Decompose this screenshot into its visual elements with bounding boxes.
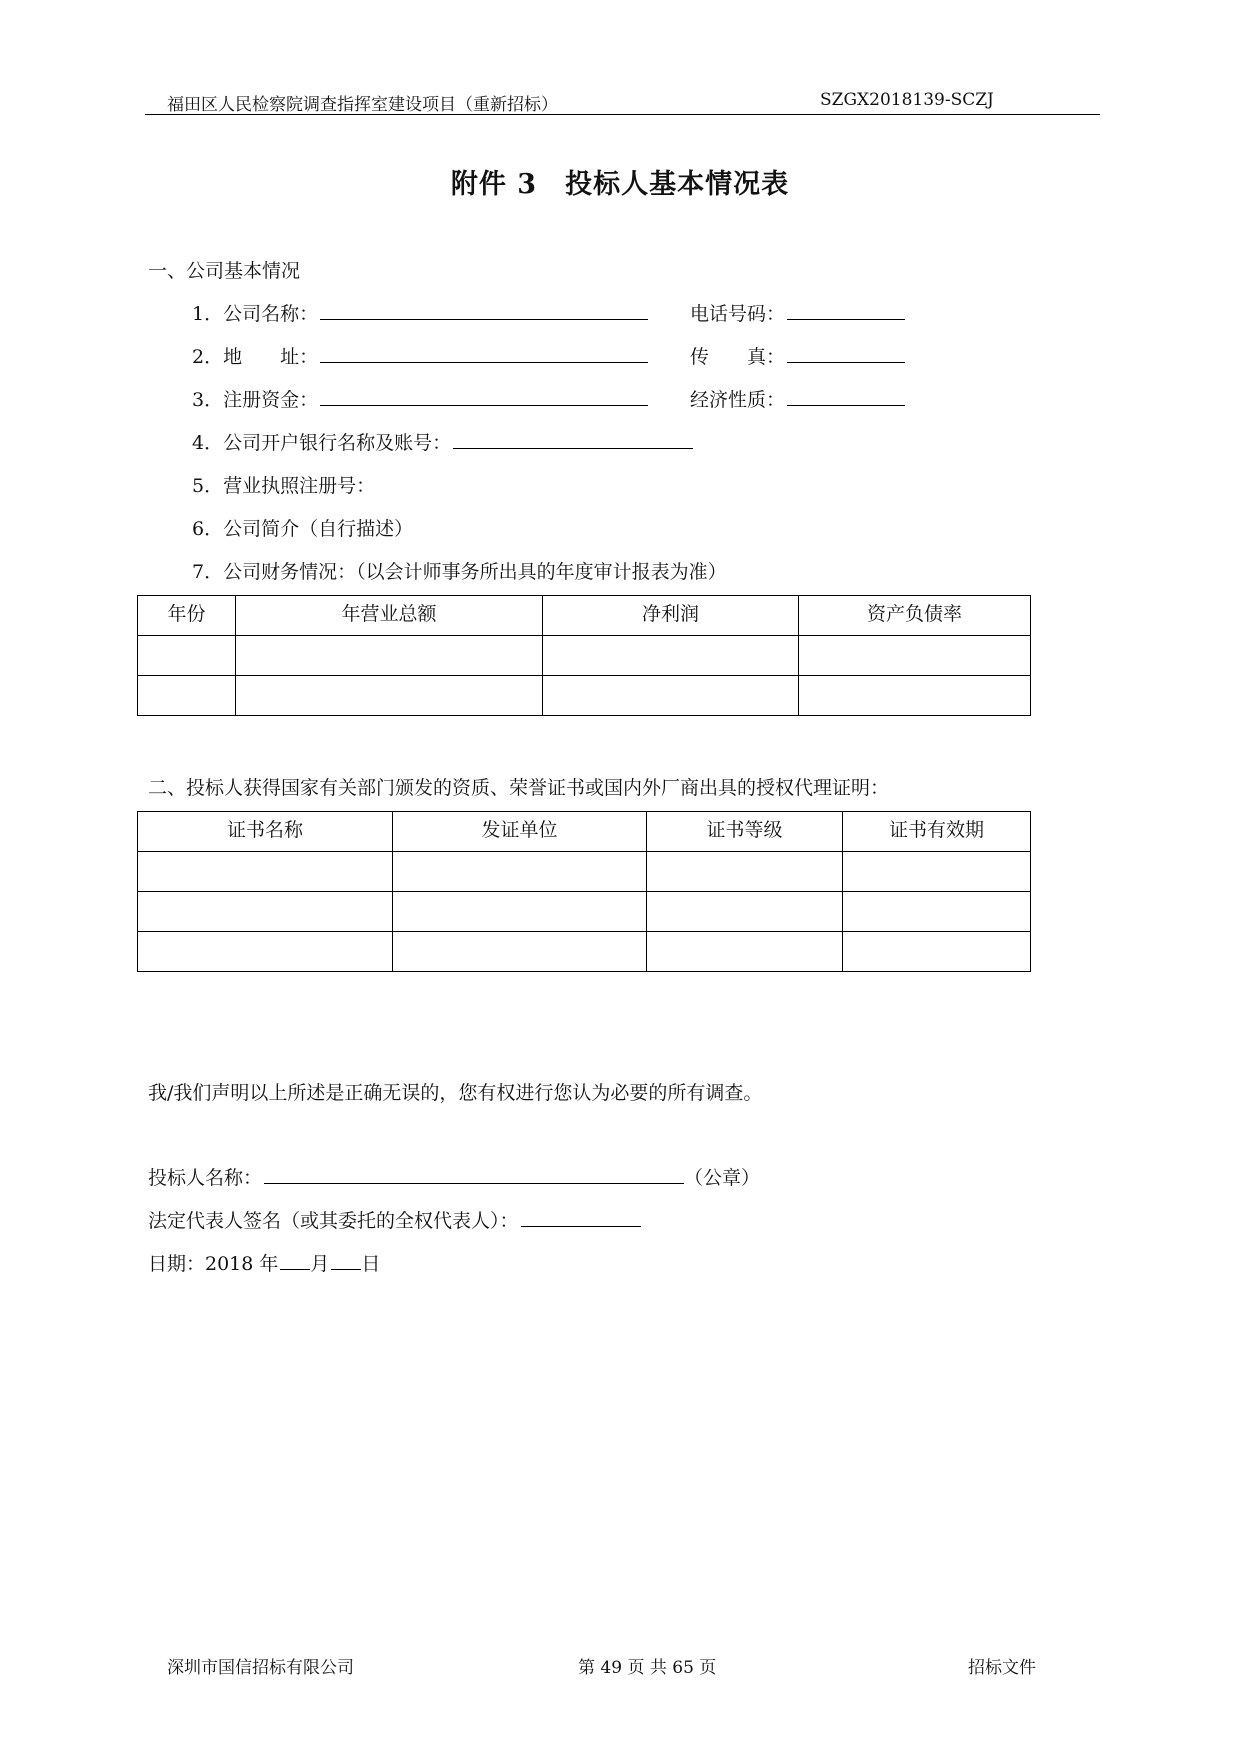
cert-cell[interactable] — [843, 932, 1031, 972]
finance-cell[interactable] — [543, 636, 799, 676]
finance-table — [137, 595, 1031, 716]
nature-field[interactable] — [787, 389, 905, 406]
finance-col-profit: 净利润 — [543, 596, 799, 636]
footer-page-number: 第 49 页 共 65 页 — [578, 1658, 717, 1678]
cert-cell[interactable] — [138, 932, 393, 972]
finance-cell[interactable] — [799, 636, 1031, 676]
footer-doc-type: 招标文件 — [968, 1658, 1036, 1678]
profile-label: 6．公司简介（自行描述） — [192, 518, 414, 540]
day-field[interactable] — [331, 1253, 361, 1270]
header-rule — [145, 114, 1100, 115]
company-name-row — [192, 299, 648, 326]
bidder-name-row — [148, 1163, 760, 1190]
date-prefix: 日期：2018 年 — [148, 1253, 279, 1275]
finance-cell[interactable] — [543, 676, 799, 716]
date-row — [148, 1249, 380, 1276]
address-row — [192, 342, 648, 369]
bank-label: 4．公司开户银行名称及账号： — [192, 432, 452, 454]
table-row — [138, 852, 1031, 892]
table-row — [138, 932, 1031, 972]
cert-cell[interactable] — [393, 852, 647, 892]
phone-field[interactable] — [787, 303, 905, 320]
cert-cell[interactable] — [138, 892, 393, 932]
table-row — [138, 636, 1031, 676]
capital-label: 3．注册资金： — [192, 389, 319, 411]
certificate-table — [137, 811, 1031, 972]
finance-cell[interactable] — [236, 676, 543, 716]
month-label: 月 — [310, 1253, 330, 1275]
nature-row — [690, 385, 905, 412]
page-title: 附件 3 投标人基本情况表 — [450, 169, 790, 200]
representative-label: 法定代表人签名（或其委托的全权代表人）： — [148, 1210, 519, 1232]
cert-cell[interactable] — [647, 892, 843, 932]
representative-row — [148, 1206, 641, 1233]
finance-col-year: 年份 — [138, 596, 236, 636]
footer-company: 深圳市国信招标有限公司 — [167, 1658, 354, 1678]
table-row — [138, 892, 1031, 932]
month-field[interactable] — [280, 1253, 310, 1270]
finance-col-revenue: 年营业总额 — [236, 596, 543, 636]
cert-cell[interactable] — [647, 932, 843, 972]
fax-row — [690, 342, 905, 369]
cert-cell[interactable] — [647, 852, 843, 892]
capital-field[interactable] — [320, 389, 648, 406]
finance-label: 7．公司财务情况：（以会计师事务所出具的年度审计报表为准） — [192, 561, 727, 583]
bidder-name-label: 投标人名称： — [148, 1167, 263, 1189]
phone-label: 电话号码： — [690, 303, 786, 325]
header-project-code: SZGX2018139-SCZJ — [820, 90, 994, 110]
table-row — [138, 676, 1031, 716]
bidder-name-field[interactable] — [264, 1167, 684, 1184]
company-name-label: 1．公司名称： — [192, 303, 319, 325]
company-name-field[interactable] — [320, 303, 648, 320]
finance-cell[interactable] — [236, 636, 543, 676]
cert-cell[interactable] — [138, 852, 393, 892]
section2-heading: 二、投标人获得国家有关部门颁发的资质、荣誉证书或国内外厂商出具的授权代理证明： — [148, 777, 890, 799]
declaration-text: 我/我们声明以上所述是正确无误的，您有权进行您认为必要的所有调查。 — [148, 1082, 763, 1104]
cert-col-level: 证书等级 — [647, 812, 843, 852]
capital-row — [192, 385, 648, 412]
address-field[interactable] — [320, 346, 648, 363]
address-label: 2．地 址： — [192, 346, 319, 368]
section1-heading: 一、公司基本情况 — [148, 260, 301, 282]
cert-cell[interactable] — [843, 892, 1031, 932]
certificate-table-header — [138, 812, 1031, 852]
cert-cell[interactable] — [843, 852, 1031, 892]
phone-row — [690, 299, 905, 326]
bank-field[interactable] — [453, 432, 693, 449]
cert-cell[interactable] — [393, 892, 647, 932]
finance-cell[interactable] — [138, 676, 236, 716]
finance-cell[interactable] — [799, 676, 1031, 716]
fax-field[interactable] — [787, 346, 905, 363]
seal-label: （公章） — [684, 1167, 761, 1189]
cert-col-name: 证书名称 — [138, 812, 393, 852]
fax-label: 传 真： — [690, 346, 786, 368]
finance-col-debt-ratio: 资产负债率 — [799, 596, 1031, 636]
cert-col-issuer: 发证单位 — [393, 812, 647, 852]
cert-col-validity: 证书有效期 — [843, 812, 1031, 852]
finance-table-header — [138, 596, 1031, 636]
day-label: 日 — [361, 1253, 381, 1275]
representative-signature-field[interactable] — [521, 1210, 641, 1227]
license-label: 5．营业执照注册号： — [192, 475, 376, 497]
cert-cell[interactable] — [393, 932, 647, 972]
header-project-name: 福田区人民检察院调查指挥室建设项目（重新招标） — [167, 95, 558, 115]
nature-label: 经济性质： — [690, 389, 786, 411]
finance-cell[interactable] — [138, 636, 236, 676]
bank-row — [192, 428, 693, 455]
